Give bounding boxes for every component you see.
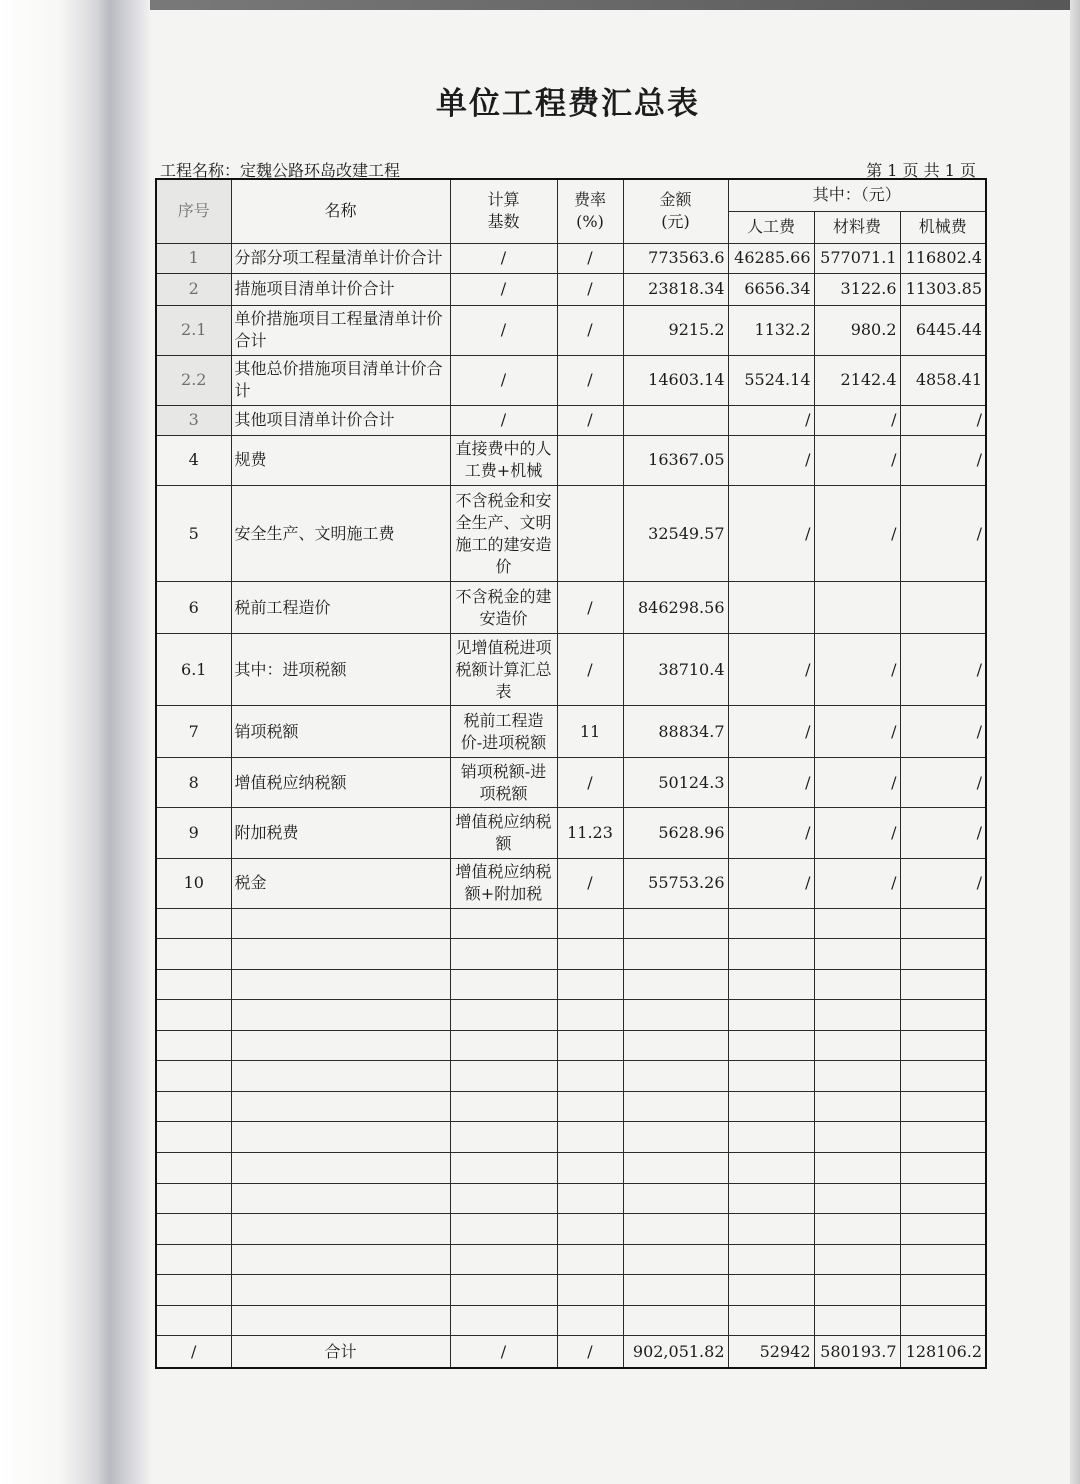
amount-cell: 14603.14 [623, 355, 728, 405]
empty-cell [623, 1153, 728, 1184]
empty-cell [623, 1305, 728, 1336]
labor-cell: 1132.2 [728, 305, 814, 355]
base-cell: 直接费中的人工费+机械 [450, 435, 557, 485]
empty-cell [450, 908, 557, 939]
empty-cell [728, 908, 814, 939]
empty-cell [814, 1000, 900, 1031]
empty-cell [156, 908, 231, 939]
empty-cell [450, 1214, 557, 1245]
material-cell: / [814, 858, 900, 908]
empty-cell [231, 908, 450, 939]
empty-cell [728, 1000, 814, 1031]
empty-cell [623, 1214, 728, 1245]
labor-cell: / [728, 706, 814, 758]
empty-cell [728, 1153, 814, 1184]
table-row [156, 405, 986, 435]
seq-cell: 2.1 [156, 305, 231, 355]
base-cell: 税前工程造价-进项税额 [450, 706, 557, 758]
empty-cell [900, 1061, 986, 1092]
empty-cell [450, 1091, 557, 1122]
base-cell: 增值税应纳税额+附加税 [450, 858, 557, 908]
machine-cell: / [900, 485, 986, 581]
empty-cell [623, 1030, 728, 1061]
table-row [156, 758, 986, 808]
total-machine-cell: 128106.2 [900, 1336, 986, 1368]
empty-cell [900, 939, 986, 970]
table-row [156, 305, 986, 355]
material-cell: 2142.4 [814, 355, 900, 405]
empty-cell [557, 1030, 623, 1061]
empty-row [156, 1275, 986, 1306]
empty-cell [728, 1305, 814, 1336]
machine-cell: / [900, 758, 986, 808]
material-cell: 980.2 [814, 305, 900, 355]
empty-cell [814, 1091, 900, 1122]
seq-cell: 8 [156, 758, 231, 808]
empty-cell [156, 1244, 231, 1275]
empty-cell [450, 969, 557, 1000]
machine-cell: / [900, 706, 986, 758]
empty-cell [557, 1214, 623, 1245]
labor-cell: / [728, 758, 814, 808]
header-name: 名称 [231, 179, 450, 243]
cost-summary-table [155, 178, 987, 1369]
empty-row [156, 1244, 986, 1275]
machine-cell: 116802.4 [900, 243, 986, 273]
empty-cell [156, 1000, 231, 1031]
empty-cell [557, 908, 623, 939]
rate-cell [557, 435, 623, 485]
material-cell: / [814, 634, 900, 706]
name-cell: 措施项目清单计价合计 [231, 273, 450, 305]
scan-right-edge [1070, 0, 1080, 1484]
empty-cell [557, 1183, 623, 1214]
table-row [156, 808, 986, 858]
table-row [156, 858, 986, 908]
header-labor: 人工费 [728, 211, 814, 243]
empty-cell [728, 1091, 814, 1122]
material-cell: / [814, 485, 900, 581]
machine-cell [900, 582, 986, 634]
empty-row [156, 1091, 986, 1122]
empty-cell [450, 1122, 557, 1153]
amount-cell: 32549.57 [623, 485, 728, 581]
total-amount-cell: 902,051.82 [623, 1336, 728, 1368]
rate-cell: / [557, 758, 623, 808]
empty-cell [814, 1061, 900, 1092]
base-cell: / [450, 405, 557, 435]
machine-cell: / [900, 634, 986, 706]
empty-cell [156, 1122, 231, 1153]
empty-cell [900, 1153, 986, 1184]
empty-cell [623, 1000, 728, 1031]
rate-cell: / [557, 405, 623, 435]
material-cell: / [814, 435, 900, 485]
empty-cell [623, 939, 728, 970]
table-row [156, 355, 986, 405]
rate-cell: / [557, 243, 623, 273]
empty-cell [156, 1305, 231, 1336]
total-base-cell: / [450, 1336, 557, 1368]
machine-cell: / [900, 808, 986, 858]
labor-cell: / [728, 858, 814, 908]
empty-cell [900, 1122, 986, 1153]
base-cell: / [450, 355, 557, 405]
empty-cell [623, 1122, 728, 1153]
empty-row [156, 1214, 986, 1245]
table-row [156, 485, 986, 581]
header-material: 材料费 [814, 211, 900, 243]
empty-cell [623, 1061, 728, 1092]
empty-cell [900, 1214, 986, 1245]
empty-cell [450, 1244, 557, 1275]
base-cell: 增值税应纳税额 [450, 808, 557, 858]
material-cell: 3122.6 [814, 273, 900, 305]
base-cell: / [450, 305, 557, 355]
empty-cell [231, 1030, 450, 1061]
seq-cell: 6 [156, 582, 231, 634]
empty-row [156, 1061, 986, 1092]
material-cell [814, 582, 900, 634]
seq-cell: 10 [156, 858, 231, 908]
empty-cell [900, 1183, 986, 1214]
empty-cell [231, 1153, 450, 1184]
empty-cell [450, 1000, 557, 1031]
table-row [156, 706, 986, 758]
empty-cell [156, 1153, 231, 1184]
empty-cell [814, 908, 900, 939]
material-cell: 577071.1 [814, 243, 900, 273]
machine-cell: 6445.44 [900, 305, 986, 355]
empty-cell [623, 1244, 728, 1275]
rate-cell: 11 [557, 706, 623, 758]
seq-cell: 6.1 [156, 634, 231, 706]
header-machine: 机械费 [900, 211, 986, 243]
empty-row [156, 908, 986, 939]
empty-cell [231, 1275, 450, 1306]
binding-shadow [0, 0, 150, 1484]
name-cell: 其他总价措施项目清单计价合计 [231, 355, 450, 405]
table-row [156, 435, 986, 485]
header-seq: 序号 [156, 179, 231, 243]
machine-cell: / [900, 858, 986, 908]
seq-cell: 9 [156, 808, 231, 858]
rate-cell: / [557, 305, 623, 355]
empty-cell [450, 1183, 557, 1214]
rate-cell [557, 485, 623, 581]
name-cell: 分部分项工程量清单计价合计 [231, 243, 450, 273]
seq-cell: 4 [156, 435, 231, 485]
name-cell: 附加税费 [231, 808, 450, 858]
empty-cell [900, 908, 986, 939]
empty-cell [231, 1000, 450, 1031]
empty-row [156, 1183, 986, 1214]
base-cell: 销项税额-进项税额 [450, 758, 557, 808]
document-title: 单位工程费汇总表 [436, 86, 700, 122]
total-rate-cell: / [557, 1336, 623, 1368]
empty-cell [814, 1122, 900, 1153]
name-cell: 安全生产、文明施工费 [231, 485, 450, 581]
header-base: 计算 基数 [450, 179, 557, 243]
material-cell: / [814, 808, 900, 858]
empty-cell [623, 1091, 728, 1122]
seq-cell: 1 [156, 243, 231, 273]
empty-cell [728, 1122, 814, 1153]
seq-cell: 3 [156, 405, 231, 435]
empty-cell [450, 1275, 557, 1306]
rate-cell: / [557, 273, 623, 305]
rate-cell: 11.23 [557, 808, 623, 858]
empty-cell [231, 1214, 450, 1245]
header-row-1 [156, 179, 986, 211]
empty-cell [156, 1061, 231, 1092]
rate-cell: / [557, 355, 623, 405]
labor-cell: / [728, 808, 814, 858]
empty-cell [814, 969, 900, 1000]
empty-cell [623, 969, 728, 1000]
total-row [156, 1336, 986, 1368]
total-name-cell: 合计 [231, 1336, 450, 1368]
empty-cell [900, 1244, 986, 1275]
empty-cell [900, 1000, 986, 1031]
empty-cell [231, 1061, 450, 1092]
empty-cell [814, 1153, 900, 1184]
empty-cell [557, 1244, 623, 1275]
empty-cell [231, 1122, 450, 1153]
empty-cell [814, 1275, 900, 1306]
rate-cell: / [557, 858, 623, 908]
empty-cell [450, 1153, 557, 1184]
machine-cell: 11303.85 [900, 273, 986, 305]
empty-cell [156, 1214, 231, 1245]
labor-cell [728, 582, 814, 634]
total-labor-cell: 52942 [728, 1336, 814, 1368]
empty-cell [557, 969, 623, 1000]
empty-cell [728, 1275, 814, 1306]
base-cell: 见增值税进项税额计算汇总表 [450, 634, 557, 706]
empty-cell [231, 1183, 450, 1214]
table-row [156, 273, 986, 305]
labor-cell: 6656.34 [728, 273, 814, 305]
empty-cell [450, 1030, 557, 1061]
machine-cell: 4858.41 [900, 355, 986, 405]
name-cell: 增值税应纳税额 [231, 758, 450, 808]
amount-cell: 55753.26 [623, 858, 728, 908]
amount-cell [623, 405, 728, 435]
empty-row [156, 939, 986, 970]
total-seq-cell: / [156, 1336, 231, 1368]
amount-cell: 5628.96 [623, 808, 728, 858]
empty-cell [900, 1275, 986, 1306]
amount-cell: 23818.34 [623, 273, 728, 305]
amount-cell: 88834.7 [623, 706, 728, 758]
name-cell: 税金 [231, 858, 450, 908]
empty-cell [156, 1091, 231, 1122]
empty-cell [728, 939, 814, 970]
name-cell: 税前工程造价 [231, 582, 450, 634]
name-cell: 其中：进项税额 [231, 634, 450, 706]
empty-row [156, 1030, 986, 1061]
seq-cell: 7 [156, 706, 231, 758]
amount-cell: 846298.56 [623, 582, 728, 634]
empty-cell [728, 1061, 814, 1092]
rate-cell: / [557, 582, 623, 634]
name-cell: 其他项目清单计价合计 [231, 405, 450, 435]
empty-cell [557, 1305, 623, 1336]
page-info: 第 1 页 共 1 页 [866, 161, 976, 180]
empty-cell [814, 1183, 900, 1214]
empty-cell [156, 1183, 231, 1214]
empty-cell [231, 969, 450, 1000]
empty-row [156, 1153, 986, 1184]
empty-cell [231, 1244, 450, 1275]
empty-cell [728, 1214, 814, 1245]
empty-cell [450, 1061, 557, 1092]
header-amount: 金额 (元) [623, 179, 728, 243]
seq-cell: 5 [156, 485, 231, 581]
empty-cell [814, 1214, 900, 1245]
empty-cell [557, 939, 623, 970]
amount-cell: 9215.2 [623, 305, 728, 355]
material-cell: / [814, 706, 900, 758]
base-cell: / [450, 273, 557, 305]
empty-cell [900, 1091, 986, 1122]
empty-cell [231, 1091, 450, 1122]
empty-cell [231, 1305, 450, 1336]
rate-cell: / [557, 634, 623, 706]
amount-cell: 16367.05 [623, 435, 728, 485]
empty-cell [623, 908, 728, 939]
labor-cell: 5524.14 [728, 355, 814, 405]
labor-cell: 46285.66 [728, 243, 814, 273]
empty-row [156, 969, 986, 1000]
name-cell: 销项税额 [231, 706, 450, 758]
empty-cell [557, 1000, 623, 1031]
empty-cell [557, 1122, 623, 1153]
seq-cell: 2.2 [156, 355, 231, 405]
empty-cell [900, 969, 986, 1000]
labor-cell: / [728, 435, 814, 485]
empty-cell [814, 939, 900, 970]
empty-cell [900, 1305, 986, 1336]
empty-row [156, 1305, 986, 1336]
empty-cell [814, 1030, 900, 1061]
empty-cell [557, 1275, 623, 1306]
table-row [156, 582, 986, 634]
total-material-cell: 580193.7 [814, 1336, 900, 1368]
project-name: 工程名称：定魏公路环岛改建工程 [160, 161, 401, 180]
empty-cell [557, 1153, 623, 1184]
header-rate: 费率 (%) [557, 179, 623, 243]
amount-cell: 50124.3 [623, 758, 728, 808]
material-cell: / [814, 405, 900, 435]
empty-cell [156, 939, 231, 970]
empty-cell [900, 1030, 986, 1061]
empty-cell [814, 1244, 900, 1275]
empty-row [156, 1122, 986, 1153]
empty-cell [156, 1030, 231, 1061]
empty-cell [450, 1305, 557, 1336]
table-row [156, 634, 986, 706]
empty-cell [156, 1275, 231, 1306]
name-cell: 规费 [231, 435, 450, 485]
empty-cell [623, 1183, 728, 1214]
empty-cell [728, 1183, 814, 1214]
empty-cell [728, 969, 814, 1000]
machine-cell: / [900, 405, 986, 435]
labor-cell: / [728, 405, 814, 435]
base-cell: / [450, 243, 557, 273]
empty-cell [450, 939, 557, 970]
base-cell: 不含税金的建安造价 [450, 582, 557, 634]
empty-row [156, 1000, 986, 1031]
empty-cell [728, 1244, 814, 1275]
empty-cell [623, 1275, 728, 1306]
table-row [156, 243, 986, 273]
empty-cell [231, 939, 450, 970]
amount-cell: 773563.6 [623, 243, 728, 273]
labor-cell: / [728, 485, 814, 581]
name-cell: 单价措施项目工程量清单计价合计 [231, 305, 450, 355]
empty-cell [814, 1305, 900, 1336]
seq-cell: 2 [156, 273, 231, 305]
empty-cell [728, 1030, 814, 1061]
empty-cell [557, 1091, 623, 1122]
machine-cell: / [900, 435, 986, 485]
material-cell: / [814, 758, 900, 808]
empty-cell [557, 1061, 623, 1092]
empty-cell [156, 969, 231, 1000]
base-cell: 不含税金和安全生产、文明施工的建安造价 [450, 485, 557, 581]
labor-cell: / [728, 634, 814, 706]
amount-cell: 38710.4 [623, 634, 728, 706]
scan-top-edge [0, 0, 1080, 10]
header-of-which: 其中：（元） [728, 179, 986, 211]
table-body [156, 179, 986, 1368]
